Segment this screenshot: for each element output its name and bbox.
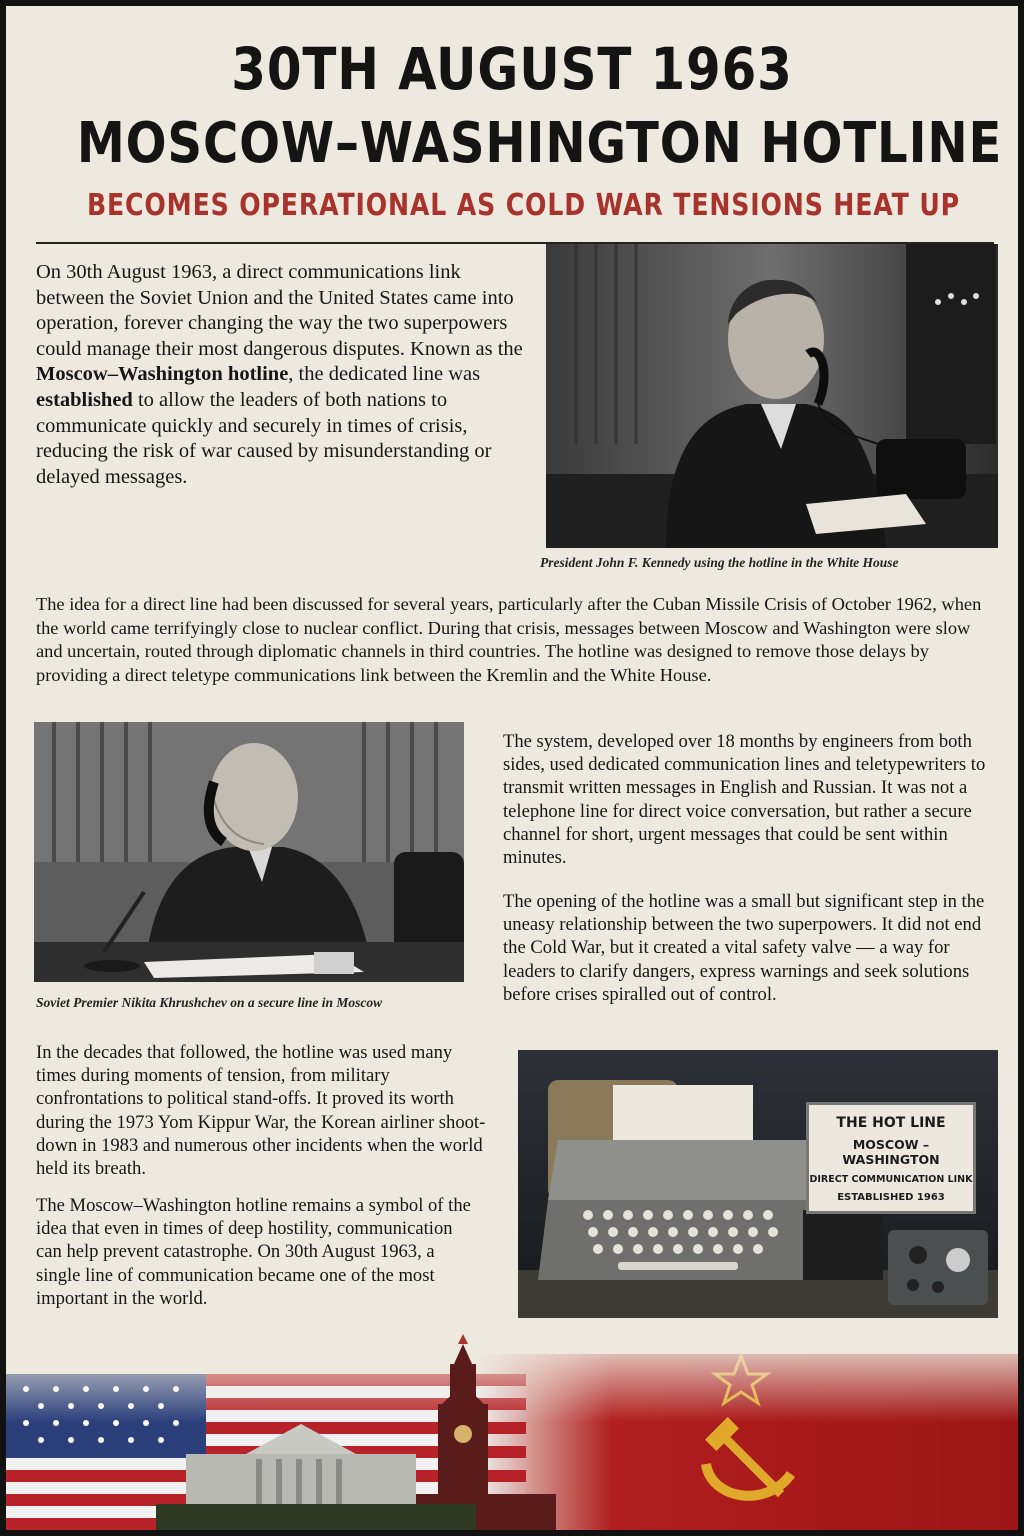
khrushchev-caption: Soviet Premier Nikita Khrushchev on a secure line in Moscow [36, 995, 383, 1010]
intro-bold-hotline: Moscow–Washington hotline [36, 363, 289, 386]
sign-line-2: MOSCOW – WASHINGTON [842, 1137, 940, 1167]
paragraph-cuban-crisis: The idea for a direct line had been discussed for several years, particularly after the Cuban Missile Crisis of October 1962, when the world came terrifyingly close to nuclear conflict. During that crisis, messages between Moscow and Washington were slow and uncertain, routed through diplomatic channels in third countries. The hotline was designed to remove those delays by providing a direct teletype communications link between the Kremlin and the White House. [36, 594, 982, 685]
kennedy-photo [546, 244, 998, 548]
paragraph-decades: In the decades that followed, the hotline was used many times during moments of tension, from military confrontations to political stand-offs. It proved its worth during the 1973 Yom Kippur War, the Korean airliner shoot-down in 1983 and numerous other incidents when the world held its breath. [36, 1042, 486, 1180]
poster [6, 6, 1018, 1530]
intro-text-3: to allow the leaders of both nations to communicate quickly and securely in times of crisis, reducing the risk of war caused by misunderstanding or delayed messages. [36, 388, 492, 488]
intro-text-2: , the dedicated line was [288, 363, 481, 386]
khrushchev-photo [34, 722, 464, 982]
paragraph-opening: The opening of the hotline was a small but significant step in the uneasy relationship between the two superpowers. It did not end the Cold War, but it created a vital safety valve — a way for leaders to clarify dangers, express warnings and seek solutions before crises spiralled out of control. [503, 891, 985, 1005]
intro-text-1: On 30th August 1963, a direct communications link between the Soviet Union and the United States came into operation, forever changing the way the two superpowers could manage their most dangerous disputes. Known as the [36, 261, 523, 360]
intro-bold-established: established [36, 388, 133, 411]
teletype-photo [518, 1050, 998, 1318]
kennedy-caption: President John F. Kennedy using the hotline in the White House [540, 555, 899, 570]
title-hotline: MOSCOW–WASHINGTON HOTLINE [76, 111, 1003, 176]
title-date: 30TH AUGUST 1963 [231, 35, 793, 103]
paragraph-symbol: The Moscow–Washington hotline remains a symbol of the idea that even in times of deep hostility, communication can help prevent catastrophe. On 30th August 1963, a single line of communication became one of the most important in the world. [36, 1195, 471, 1309]
sign-line-3: DIRECT COMMUNICATION LINK [809, 1174, 973, 1185]
hotline-sign [806, 1102, 976, 1214]
subtitle: BECOMES OPERATIONAL AS COLD WAR TENSIONS HEAT UP [86, 188, 960, 223]
sign-line-1: THE HOT LINE [836, 1115, 946, 1131]
paragraph-system: The system, developed over 18 months by engineers from both sides, used dedicated communication lines and teletypewriters to transmit written messages in English and Russian. It was not a telephone line for direct voice conversation, but rather a secure channel for short, urgent messages that could be sent within minutes. [503, 731, 986, 869]
sign-line-4: ESTABLISHED 1963 [837, 1192, 945, 1203]
intro-paragraph [36, 260, 528, 490]
footer-illustration [6, 1334, 1018, 1530]
